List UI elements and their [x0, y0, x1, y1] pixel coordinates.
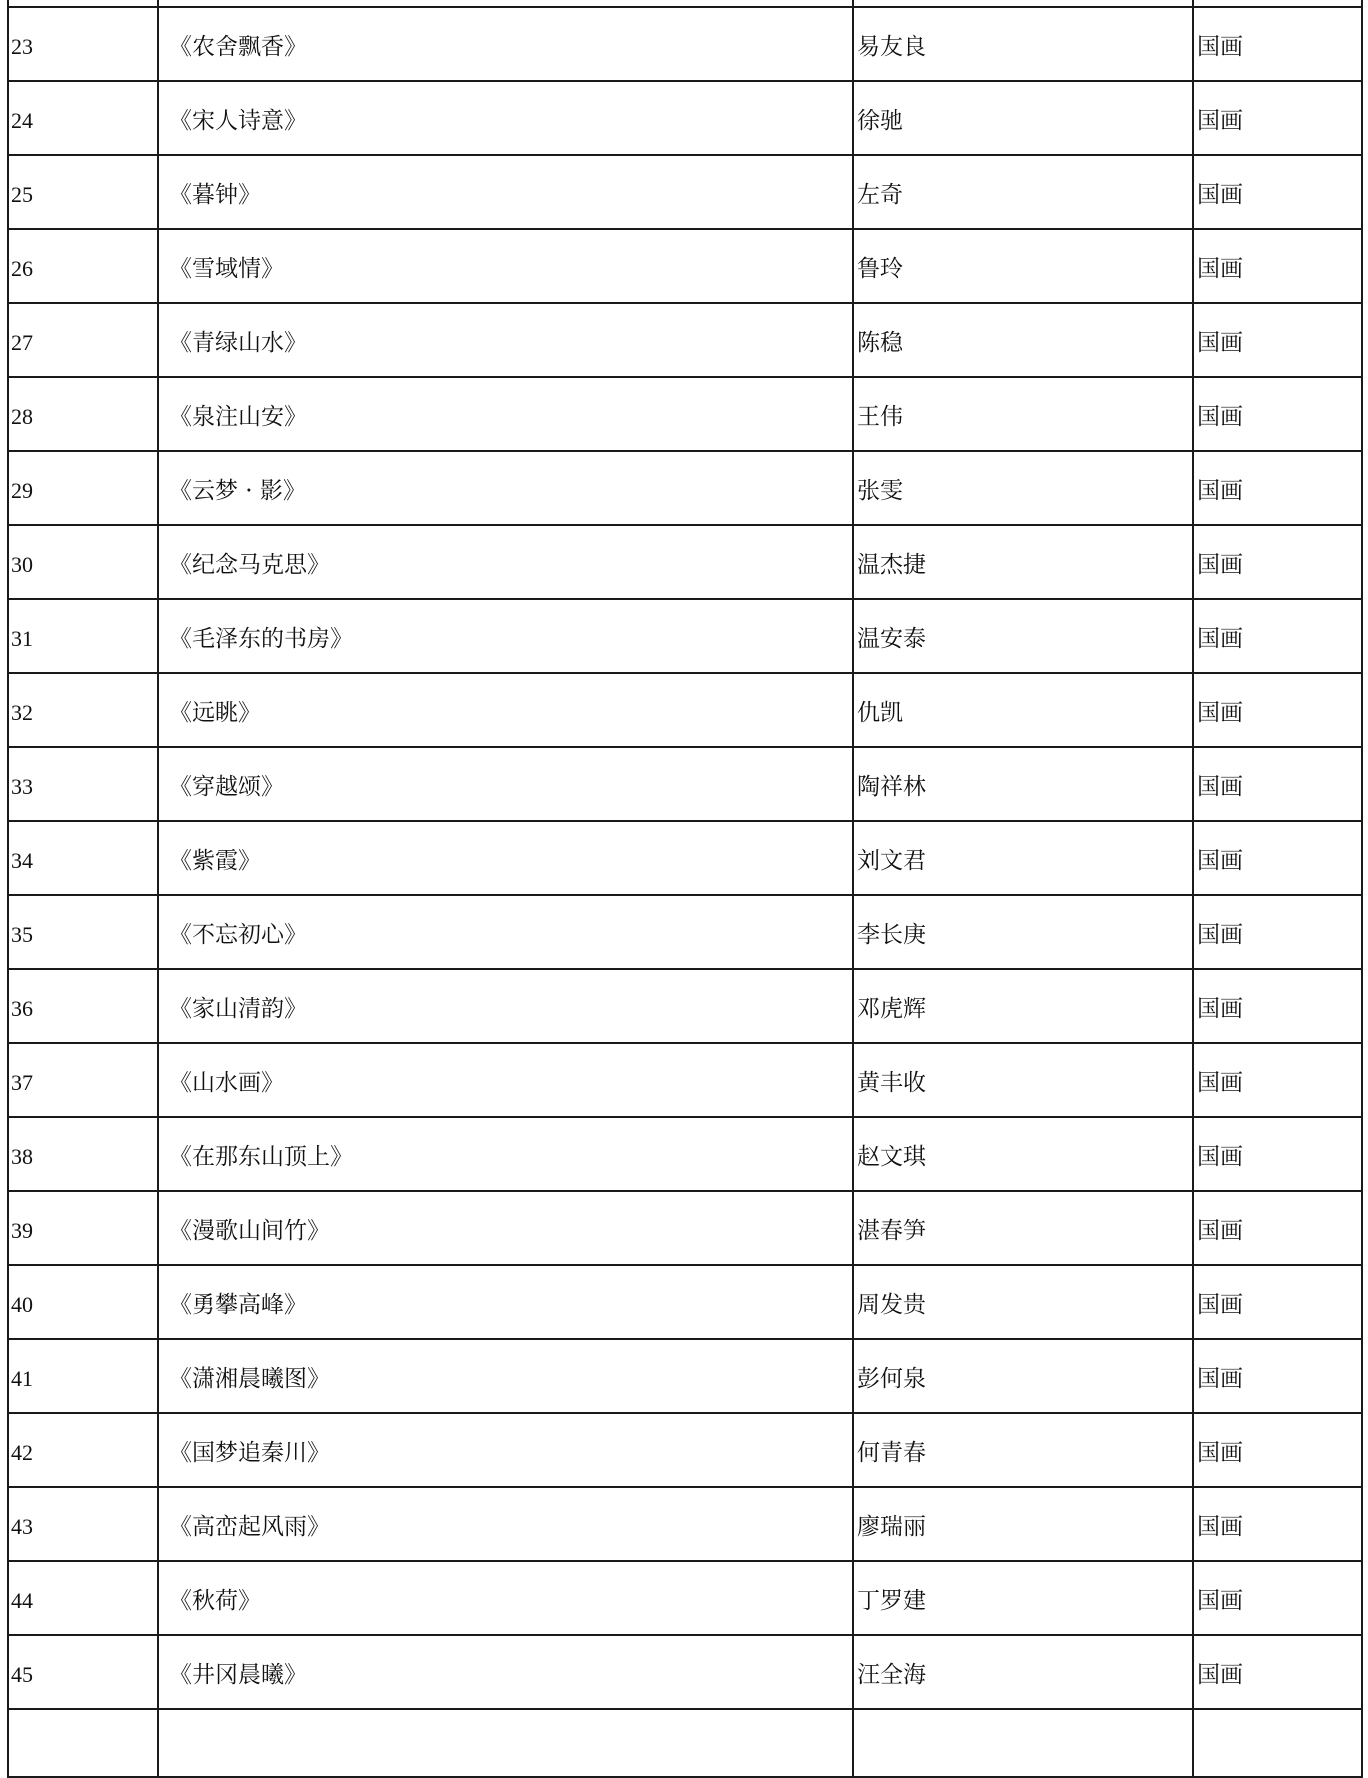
table-row — [8, 1635, 1362, 1709]
empty-cell — [853, 1709, 1193, 1777]
cell-number: 35 — [8, 895, 158, 969]
cell-author: 鲁玲 — [853, 229, 1193, 303]
cell-title: 《国梦追秦川》 — [158, 1413, 853, 1487]
cell-title: 《毛泽东的书房》 — [158, 599, 853, 673]
empty-cell — [8, 1709, 158, 1777]
cell-author: 徐驰 — [853, 81, 1193, 155]
cell-title: 《暮钟》 — [158, 155, 853, 229]
cell-number: 37 — [8, 1043, 158, 1117]
cell-category: 国画 — [1193, 673, 1362, 747]
cell-title: 《潇湘晨曦图》 — [158, 1339, 853, 1413]
cell-number: 34 — [8, 821, 158, 895]
cell-author: 王伟 — [853, 377, 1193, 451]
cell-title: 《青绿山水》 — [158, 303, 853, 377]
artwork-table — [7, 0, 1363, 1778]
cell-title: 《云梦 · 影》 — [158, 451, 853, 525]
cell-number: 27 — [8, 303, 158, 377]
table-row — [8, 7, 1362, 81]
cell-title: 《漫歌山间竹》 — [158, 1191, 853, 1265]
cell-author: 温杰捷 — [853, 525, 1193, 599]
cell-category: 国画 — [1193, 1487, 1362, 1561]
table-row — [8, 895, 1362, 969]
table-row — [8, 1191, 1362, 1265]
cell-author: 周发贵 — [853, 1265, 1193, 1339]
cell-category: 国画 — [1193, 599, 1362, 673]
cell-title: 《家山清韵》 — [158, 969, 853, 1043]
table-row — [8, 821, 1362, 895]
table-row — [8, 377, 1362, 451]
table-row — [8, 1043, 1362, 1117]
cell-author: 赵文琪 — [853, 1117, 1193, 1191]
table-row — [8, 1561, 1362, 1635]
cell-title: 《井冈晨曦》 — [158, 1635, 853, 1709]
cell-category: 国画 — [1193, 1635, 1362, 1709]
cell-number: 41 — [8, 1339, 158, 1413]
cell-title: 《远眺》 — [158, 673, 853, 747]
table-row — [8, 599, 1362, 673]
cell-category: 国画 — [1193, 1043, 1362, 1117]
cell-title: 《山水画》 — [158, 1043, 853, 1117]
cell-number: 28 — [8, 377, 158, 451]
cell-number: 29 — [8, 451, 158, 525]
cell-title: 《高峦起风雨》 — [158, 1487, 853, 1561]
cell-number: 30 — [8, 525, 158, 599]
table-row — [8, 969, 1362, 1043]
empty-cell — [853, 0, 1193, 7]
cell-category: 国画 — [1193, 525, 1362, 599]
table-row — [8, 1487, 1362, 1561]
cell-number: 38 — [8, 1117, 158, 1191]
cell-author: 李长庚 — [853, 895, 1193, 969]
table-row — [8, 81, 1362, 155]
cell-author: 陈稳 — [853, 303, 1193, 377]
cell-title: 《雪域情》 — [158, 229, 853, 303]
cell-author: 汪全海 — [853, 1635, 1193, 1709]
cell-category: 国画 — [1193, 1191, 1362, 1265]
table-row — [8, 1339, 1362, 1413]
table-row — [8, 1265, 1362, 1339]
empty-cell — [158, 1709, 853, 1777]
table-row — [8, 1117, 1362, 1191]
cell-number: 44 — [8, 1561, 158, 1635]
table-row — [8, 155, 1362, 229]
cell-author: 刘文君 — [853, 821, 1193, 895]
cell-number: 26 — [8, 229, 158, 303]
table-row — [8, 229, 1362, 303]
cell-author: 黄丰收 — [853, 1043, 1193, 1117]
cell-category: 国画 — [1193, 81, 1362, 155]
cell-title: 《秋荷》 — [158, 1561, 853, 1635]
cell-author: 张雯 — [853, 451, 1193, 525]
cell-title: 《勇攀高峰》 — [158, 1265, 853, 1339]
table-row — [8, 747, 1362, 821]
artwork-table-body — [8, 0, 1362, 1777]
cell-number: 40 — [8, 1265, 158, 1339]
cell-author: 左奇 — [853, 155, 1193, 229]
cell-number: 36 — [8, 969, 158, 1043]
cell-category: 国画 — [1193, 303, 1362, 377]
cell-title: 《不忘初心》 — [158, 895, 853, 969]
cell-author: 陶祥林 — [853, 747, 1193, 821]
table-row-partial-top — [8, 0, 1362, 7]
cell-category: 国画 — [1193, 1413, 1362, 1487]
cell-category: 国画 — [1193, 747, 1362, 821]
cell-author: 彭何泉 — [853, 1339, 1193, 1413]
cell-category: 国画 — [1193, 1265, 1362, 1339]
cell-category: 国画 — [1193, 1561, 1362, 1635]
cell-category: 国画 — [1193, 821, 1362, 895]
cell-title: 《穿越颂》 — [158, 747, 853, 821]
empty-cell — [1193, 0, 1362, 7]
cell-number: 33 — [8, 747, 158, 821]
cell-category: 国画 — [1193, 377, 1362, 451]
cell-title: 《农舍飘香》 — [158, 7, 853, 81]
cell-title: 《紫霞》 — [158, 821, 853, 895]
table-row — [8, 525, 1362, 599]
cell-number: 25 — [8, 155, 158, 229]
cell-author: 廖瑞丽 — [853, 1487, 1193, 1561]
cell-number: 45 — [8, 1635, 158, 1709]
empty-cell — [8, 0, 158, 7]
cell-category: 国画 — [1193, 229, 1362, 303]
cell-number: 42 — [8, 1413, 158, 1487]
cell-number: 39 — [8, 1191, 158, 1265]
cell-number: 43 — [8, 1487, 158, 1561]
cell-category: 国画 — [1193, 1117, 1362, 1191]
cell-category: 国画 — [1193, 895, 1362, 969]
cell-number: 23 — [8, 7, 158, 81]
cell-author: 湛春笋 — [853, 1191, 1193, 1265]
cell-author: 丁罗建 — [853, 1561, 1193, 1635]
cell-title: 《纪念马克思》 — [158, 525, 853, 599]
cell-category: 国画 — [1193, 451, 1362, 525]
cell-number: 24 — [8, 81, 158, 155]
table-row-partial-bottom — [8, 1709, 1362, 1777]
cell-title: 《在那东山顶上》 — [158, 1117, 853, 1191]
cell-number: 32 — [8, 673, 158, 747]
cell-author: 何青春 — [853, 1413, 1193, 1487]
cell-category: 国画 — [1193, 155, 1362, 229]
cell-author: 易友良 — [853, 7, 1193, 81]
cell-category: 国画 — [1193, 969, 1362, 1043]
table-row — [8, 1413, 1362, 1487]
empty-cell — [1193, 1709, 1362, 1777]
cell-category: 国画 — [1193, 7, 1362, 81]
cell-title: 《泉注山安》 — [158, 377, 853, 451]
table-row — [8, 673, 1362, 747]
cell-title: 《宋人诗意》 — [158, 81, 853, 155]
cell-author: 仇凯 — [853, 673, 1193, 747]
cell-number: 31 — [8, 599, 158, 673]
table-row — [8, 303, 1362, 377]
cell-author: 温安泰 — [853, 599, 1193, 673]
table-row — [8, 451, 1362, 525]
cell-author: 邓虎辉 — [853, 969, 1193, 1043]
empty-cell — [158, 0, 853, 7]
cell-category: 国画 — [1193, 1339, 1362, 1413]
